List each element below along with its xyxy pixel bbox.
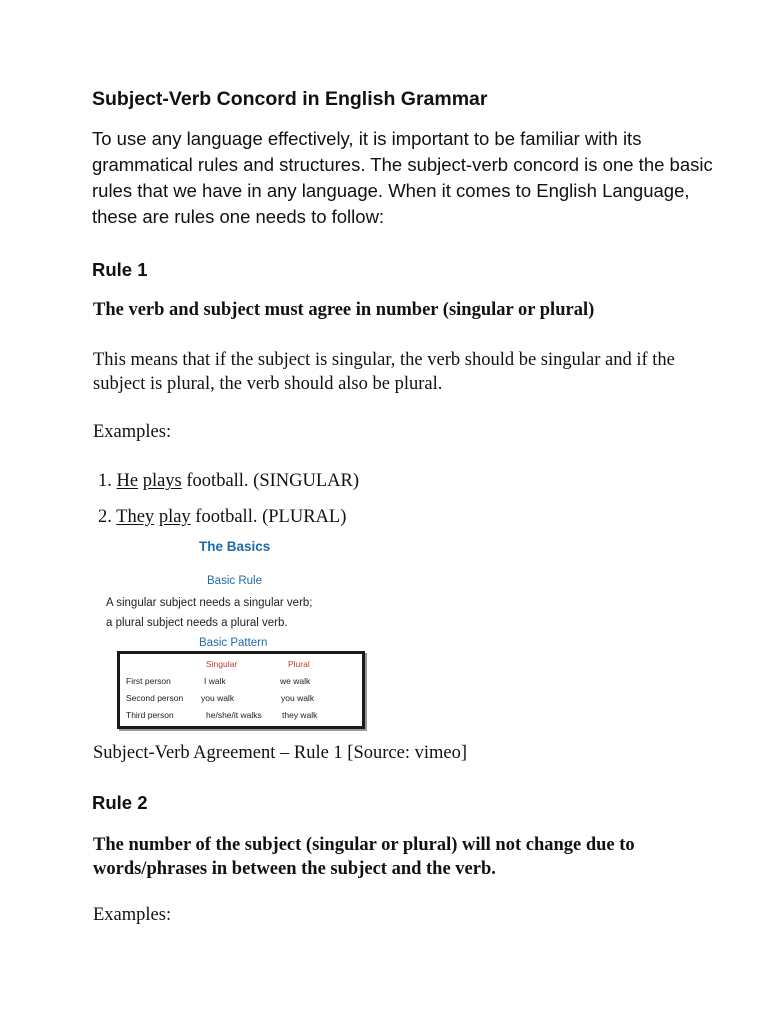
intro-paragraph: To use any language effectively, it is important to be familiar with its grammatical rules and structures. The subject-verb concord is one the basic rules that we have in any language. When it comes to English Language, these are rules one needs to follow: — [92, 128, 713, 227]
document-title: Subject-Verb Concord in English Grammar — [92, 88, 488, 110]
figure-rule-line: A singular subject needs a singular verb; — [106, 597, 313, 609]
figure-caption: Subject-Verb Agreement – Rule 1 [Source: vimeo] — [93, 743, 468, 763]
example-number: 2. — [98, 507, 112, 527]
table-cell-plural: they walk — [282, 710, 318, 720]
example-rest: football. (SINGULAR) — [186, 471, 360, 491]
table-cell-person: Third person — [126, 710, 174, 720]
example-verb: plays — [142, 471, 182, 491]
rule1-example-item — [98, 507, 346, 528]
table-header-plural: Plural — [288, 659, 310, 669]
figure-basic-pattern-heading: Basic Pattern — [199, 637, 268, 649]
rule2-statement: The number of the subject (singular or plural) will not change due to words/phrases in between the subject and the verb. — [93, 835, 635, 879]
table-cell-plural: you walk — [281, 693, 315, 703]
example-subject: They — [116, 507, 155, 527]
rule1-heading: Rule 1 — [92, 259, 148, 280]
rule1-statement: The verb and subject must agree in number (singular or plural) — [93, 300, 595, 320]
figure-basic-rule-heading: Basic Rule — [207, 575, 262, 587]
basics-figure — [104, 533, 366, 733]
figure-rule-line: a plural subject needs a plural verb. — [106, 617, 288, 629]
table-cell-singular: I walk — [204, 676, 226, 686]
example-subject: He — [116, 471, 139, 491]
example-rest: football. (PLURAL) — [195, 507, 347, 527]
table-header-singular: Singular — [206, 659, 238, 669]
rule2-examples-label: Examples: — [93, 905, 172, 925]
figure-title: The Basics — [199, 539, 271, 554]
table-cell-singular: you walk — [201, 693, 235, 703]
rule1-explanation: This means that if the subject is singular, the verb should be singular and if the subject is plural, the verb should also be plural. — [93, 350, 675, 394]
rule2-heading: Rule 2 — [92, 792, 148, 813]
example-verb: play — [158, 507, 191, 527]
pattern-table — [117, 651, 365, 729]
example-number: 1. — [98, 471, 112, 491]
table-cell-singular: he/she/it walks — [206, 710, 262, 720]
rule1-examples-label: Examples: — [93, 422, 172, 442]
table-cell-person: First person — [126, 676, 171, 686]
table-cell-plural: we walk — [280, 676, 311, 686]
rule1-example-item — [98, 471, 359, 492]
table-cell-person: Second person — [126, 693, 184, 703]
